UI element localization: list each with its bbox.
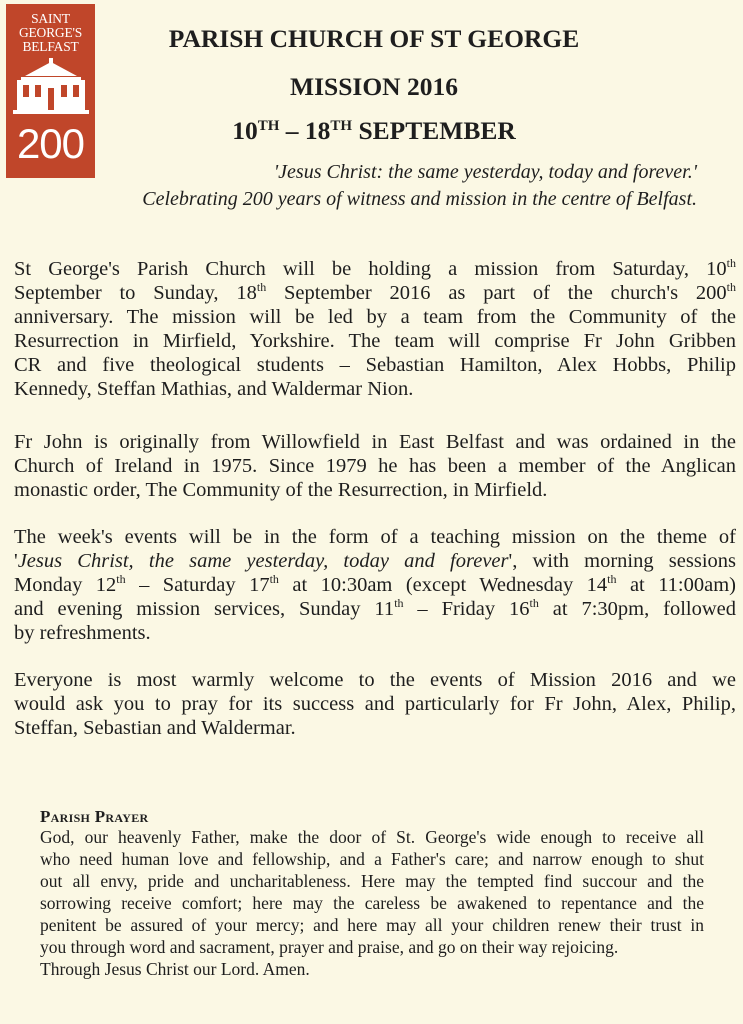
fr-john-paragraph bbox=[14, 430, 736, 502]
logo-line-saint: SAINT bbox=[31, 11, 70, 26]
church-building-icon bbox=[13, 58, 89, 116]
text-line: Fr John is originally from Willowfield in East Belfast and was ordained in the bbox=[14, 431, 736, 453]
page-title: PARISH CHURCH OF ST GEORGE bbox=[168, 24, 580, 53]
text-line: monastic order, The Community of the Resurrection, in Mirfield. bbox=[14, 479, 548, 501]
text-line: Monday 12th – Saturday 17th at 10:30am (except Wednesday 14th at 11:00am) bbox=[14, 572, 736, 596]
text-line: 'Jesus Christ, the same yesterday, today and forever', with morning sessions bbox=[14, 550, 736, 572]
events-paragraph bbox=[14, 525, 736, 645]
logo-line-georges: GEORGE'S bbox=[18, 25, 83, 40]
prayer-heading: Parish Prayer bbox=[40, 807, 149, 826]
text-line: sorrowing receive comfort; here may the careless be awakened to repentance and the bbox=[40, 893, 704, 913]
welcome-paragraph bbox=[14, 668, 736, 740]
logo-line-belfast: BELFAST bbox=[22, 39, 79, 54]
text-line: September to Sunday, 18th September 2016 as part of the church's 200th bbox=[14, 280, 736, 304]
text-line: CR and five theological students – Sebastian Hamilton, Alex Hobbs, Philip bbox=[14, 354, 736, 376]
mission-title: MISSION 2016 bbox=[290, 72, 458, 101]
text-line: out all envy, pride and uncharitableness. Here may the tempted find succour and the bbox=[40, 871, 704, 891]
text-line: you through word and sacrament, prayer and praise, and go on their way rejoicing. bbox=[40, 937, 619, 957]
text-line: and evening mission services, Sunday 11th – Friday 16th at 7:30pm, followed bbox=[14, 596, 736, 620]
church-logo bbox=[6, 4, 95, 178]
text-line: St George's Parish Church will be holding a mission from Saturday, 10th bbox=[14, 256, 736, 280]
text-line: God, our heavenly Father, make the door of St. George's wide enough to receive all bbox=[40, 827, 704, 847]
text-line: penitent be assured of your mercy; and here may all your children renew their trust in bbox=[40, 915, 704, 935]
text-line: would ask you to pray for its success and particularly for Fr John, Alex, Philip, bbox=[14, 693, 736, 715]
celebration-line: Celebrating 200 years of witness and mission in the centre of Belfast. bbox=[142, 188, 697, 210]
text-line: Resurrection in Mirfield, Yorkshire. The team will comprise Fr John Gribben bbox=[14, 330, 736, 352]
text-line: who need human love and fellowship, and a Father's care; and narrow enough to shut bbox=[40, 849, 704, 869]
text-line: Through Jesus Christ our Lord. Amen. bbox=[40, 959, 310, 979]
text-line: anniversary. The mission will be led by a team from the Community of the bbox=[14, 306, 736, 328]
logo-anniversary-number: 200 bbox=[16, 120, 85, 167]
mission-dates: 10TH – 18TH SEPTEMBER bbox=[232, 116, 516, 145]
text-line: Everyone is most warmly welcome to the events of Mission 2016 and we bbox=[14, 669, 736, 691]
text-line: Kennedy, Steffan Mathias, and Waldermar Nion. bbox=[14, 378, 414, 400]
parish-prayer-text bbox=[40, 826, 704, 980]
mission-announcement-paragraph bbox=[14, 257, 736, 401]
text-line: Church of Ireland in 1975. Since 1979 he has been a member of the Anglican bbox=[14, 455, 736, 477]
text-line: Steffan, Sebastian and Waldermar. bbox=[14, 717, 296, 739]
motto: 'Jesus Christ: the same yesterday, today and forever.' bbox=[273, 161, 697, 183]
text-line: by refreshments. bbox=[14, 622, 151, 644]
text-line: The week's events will be in the form of a teaching mission on the theme of bbox=[14, 526, 736, 548]
